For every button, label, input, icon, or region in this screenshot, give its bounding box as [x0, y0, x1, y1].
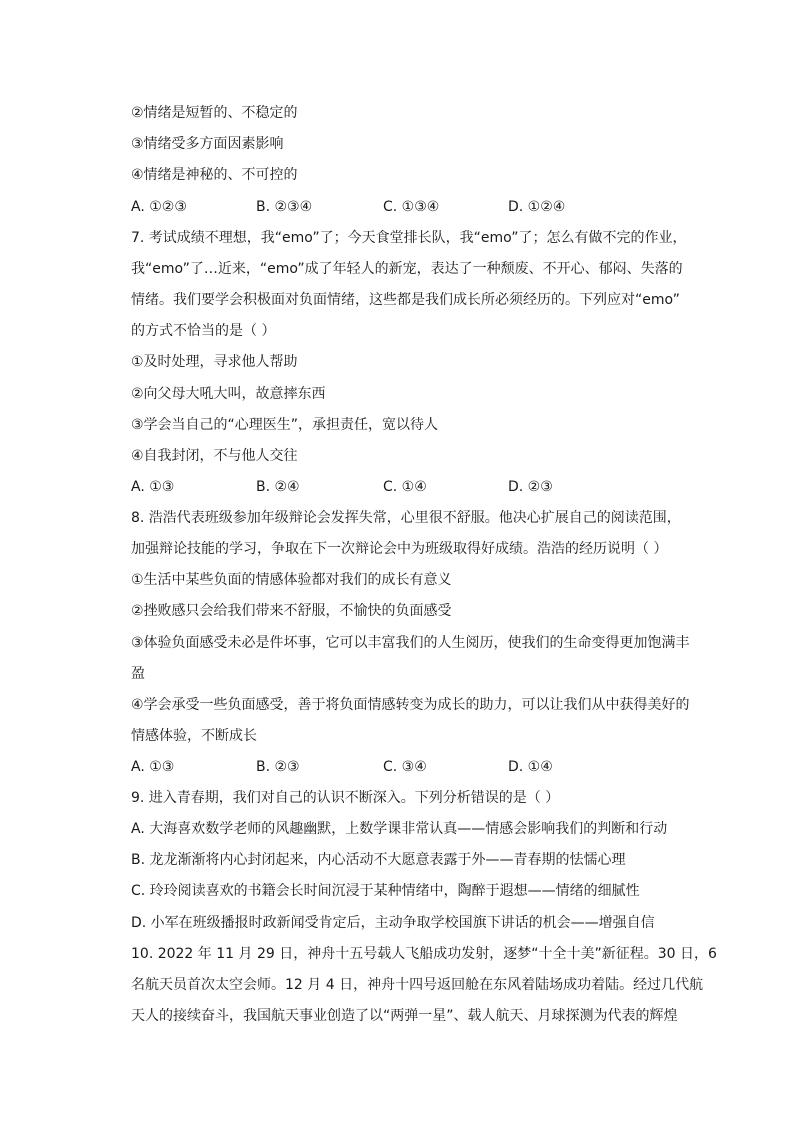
prev-option-b: B. ②③④	[256, 199, 313, 215]
q7-option-c: C. ①④	[383, 479, 427, 495]
q9-stem: 9. 进入青春期，我们对自己的认识不断深入。下列分析错误的是（ ）	[131, 790, 560, 806]
q8-item-1: ①生活中某些负面的情感体验都对我们的成长有意义	[131, 572, 452, 588]
q8-item-4-line-2: 情感体验，不断成长	[131, 728, 257, 744]
q8-option-a: A. ①③	[131, 759, 175, 775]
q8-item-3-line-1: ③体验负面感受未必是件坏事，它可以丰富我们的人生阅历，使我们的生命变得更加饱满丰	[131, 635, 690, 651]
q9-option-c: C. 玲玲阅读喜欢的书籍会长时间沉浸于某种情绪中，陶醉于遐想——情绪的细腻性	[131, 883, 640, 899]
q7-item-2: ②向父母大吼大叫，故意摔东西	[131, 386, 326, 402]
q7-item-1: ①及时处理，寻求他人帮助	[131, 354, 298, 370]
q8-option-d: D. ①④	[508, 759, 553, 775]
prev-option-d: D. ①②④	[508, 199, 566, 215]
prev-option-a: A. ①②③	[131, 199, 187, 215]
q7-option-d: D. ②③	[508, 479, 553, 495]
q7-stem-line-3: 情绪。我们要学会积极面对负面情绪，这些都是我们成长所必须经历的。下列应对“emo”	[131, 292, 680, 308]
q8-item-4-line-1: ④学会承受一些负面感受，善于将负面情感转变为成长的助力，可以让我们从中获得美好的	[131, 697, 690, 713]
q9-option-b: B. 龙龙渐渐将内心封闭起来，内心活动不大愿意表露于外——青春期的怯懦心理	[131, 852, 626, 868]
q8-option-b: B. ②③	[256, 759, 300, 775]
q9-option-d: D. 小军在班级播报时政新闻受肯定后，主动争取学校国旗下讲话的机会——增强自信	[131, 915, 655, 931]
q10-stem-line-2: 名航天员首次太空会师。12 月 4 日，神舟十四号返回舱在东风着陆场成功着陆。经过几代航	[131, 977, 704, 993]
q7-stem-line-4: 的方式不恰当的是（ ）	[131, 323, 276, 339]
q7-option-a: A. ①③	[131, 479, 175, 495]
prev-option-c: C. ①③④	[383, 199, 440, 215]
q10-stem-line-1: 10. 2022 年 11 月 29 日，神舟十五号载人飞船成功发射，逐梦“十全十美”新征程。30 日，6	[131, 946, 717, 962]
q8-item-3-line-2: 盈	[131, 666, 145, 682]
q7-item-3: ③学会当自己的“心理医生”，承担责任，宽以待人	[131, 417, 439, 433]
q8-option-c: C. ③④	[383, 759, 427, 775]
q7-option-b: B. ②④	[256, 479, 300, 495]
q7-stem-line-2: 我“emo”了…近来，“emo”成了年轻人的新宠，表达了一种颓废、不开心、郁闷、失落的	[131, 261, 683, 277]
q10-stem-line-3: 天人的接续奋斗，我国航天事业创造了以“两弹一星”、载人航天、月球探测为代表的辉煌	[131, 1008, 678, 1024]
q8-stem-line-1: 8. 浩浩代表班级参加年级辩论会发挥失常，心里很不舒服。他决心扩展自己的阅读范围，	[131, 510, 681, 526]
q9-option-a: A. 大海喜欢数学老师的风趣幽默，上数学课非常认真——情感会影响我们的判断和行动	[131, 821, 668, 837]
q7-item-4: ④自我封闭，不与他人交往	[131, 448, 298, 464]
prev-item-4: ④情绪是神秘的、不可控的	[131, 167, 298, 183]
q7-stem-line-1: 7. 考试成绩不理想，我“emo”了；今天食堂排长队，我“emo”了；怎么有做不完的作业，	[131, 230, 687, 246]
prev-item-3: ③情绪受多方面因素影响	[131, 136, 284, 152]
q8-stem-line-2: 加强辩论技能的学习，争取在下一次辩论会中为班级取得好成绩。浩浩的经历说明（ ）	[131, 541, 668, 557]
q8-item-2: ②挫败感只会给我们带来不舒服，不愉快的负面感受	[131, 603, 452, 619]
prev-item-2: ②情绪是短暂的、不稳定的	[131, 105, 298, 121]
